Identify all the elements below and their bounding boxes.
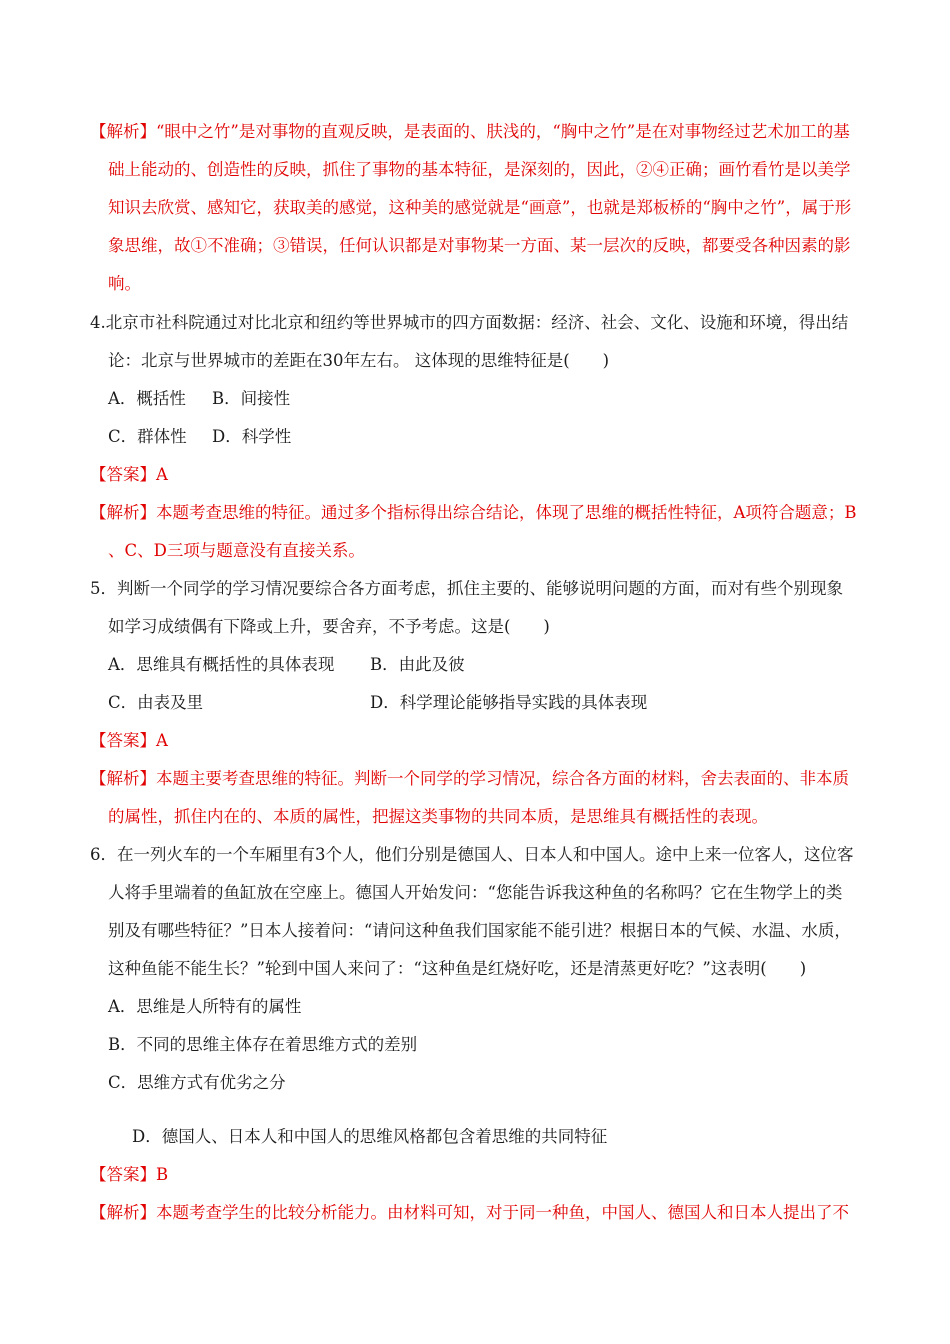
q5-answer — [90, 730, 168, 752]
q4-stem-line-1: 4.北京市社科院通过对比北京和纽约等世界城市的四方面数据：经济、社会、文化、设施和环境，得出结 — [90, 313, 849, 332]
analysis-text: 本题主要考查思维的特征。判断一个同学的学习情况，综合各方面的材料，舍去表面的、非本质 — [156, 769, 849, 788]
q4-answer — [90, 464, 168, 486]
q5-option-c: C．由表及里 — [108, 693, 204, 712]
q5-stem-line-1: 5．判断一个同学的学习情况要综合各方面考虑，抓住主要的、能够说明问题的方面，而对有些个别现象 — [90, 579, 843, 598]
q4-analysis-line-1 — [90, 502, 857, 524]
answer-tag: 【答案】 — [90, 1165, 156, 1184]
q3-analysis-line-4: 象思维，故①不准确；③错误，任何认识都是对事物某一方面、某一层次的反映，都要受各种因素的影 — [108, 236, 851, 255]
answer-value: A — [156, 465, 168, 484]
q5-option-a: A．思维具有概括性的具体表现 — [108, 655, 335, 674]
q3-analysis-line-2: 础上能动的、创造性的反映，抓住了事物的基本特征，是深刻的，因此，②④正确；画竹看竹是以美学 — [108, 160, 851, 179]
q6-option-b: B．不同的思维主体存在着思维方式的差别 — [108, 1035, 418, 1054]
q5-analysis-line-2: 的属性，抓住内在的、本质的属性，把握这类事物的共同本质，是思维具有概括性的表现。 — [108, 807, 768, 826]
analysis-tag: 【解析】 — [90, 503, 156, 522]
q5-option-d: D．科学理论能够指导实践的具体表现 — [370, 693, 648, 712]
q6-stem-line-1: 6．在一列火车的一个车厢里有3个人，他们分别是德国人、日本人和中国人。途中上来一位客人，这位客 — [90, 845, 854, 864]
analysis-text: “眼中之竹”是对事物的直观反映，是表面的、肤浅的，“胸中之竹”是在对事物经过艺术加工的基 — [156, 122, 850, 141]
q6-stem-line-3: 别及有哪些特征？”日本人接着问：“请问这种鱼我们国家能不能引进？根据日本的气候、水温、水质， — [108, 921, 851, 940]
analysis-text: 本题考查思维的特征。通过多个指标得出综合结论，体现了思维的概括性特征，A项符合题意；B — [156, 503, 857, 522]
q4-option-c: C．群体性 — [108, 427, 187, 446]
q5-option-b: B．由此及彼 — [370, 655, 465, 674]
q6-answer — [90, 1164, 168, 1186]
q5-analysis-line-1 — [90, 768, 849, 790]
analysis-tag: 【解析】 — [90, 122, 156, 141]
q6-stem-line-2: 人将手里端着的鱼缸放在空座上。德国人开始发问：“您能告诉我这种鱼的名称吗？它在生物学上的类 — [108, 883, 843, 902]
analysis-text: 本题考查学生的比较分析能力。由材料可知，对于同一种鱼，中国人、德国人和日本人提出了不 — [156, 1203, 849, 1222]
q4-option-b: B．间接性 — [212, 389, 291, 408]
answer-value: B — [156, 1165, 169, 1184]
answer-tag: 【答案】 — [90, 465, 156, 484]
analysis-tag: 【解析】 — [90, 1203, 156, 1222]
q4-stem-line-2: 论：北京与世界城市的差距在30年左右。 这体现的思维特征是( ) — [108, 351, 610, 370]
q4-option-a: A．概括性 — [108, 389, 186, 408]
q4-option-d: D．科学性 — [212, 427, 292, 446]
answer-value: A — [156, 731, 168, 750]
q6-analysis-line-1 — [90, 1202, 849, 1224]
q3-analysis-line-1 — [90, 121, 850, 143]
q6-option-c: C．思维方式有优劣之分 — [108, 1073, 286, 1092]
q6-option-a: A．思维是人所特有的属性 — [108, 997, 302, 1016]
q3-analysis-line-5: 响。 — [108, 274, 141, 293]
q5-stem-line-2: 如学习成绩偶有下降或上升，要舍弃，不予考虑。这是( ) — [108, 617, 550, 636]
analysis-tag: 【解析】 — [90, 769, 156, 788]
q4-analysis-line-2: 、C、D三项与题意没有直接关系。 — [108, 541, 365, 560]
answer-tag: 【答案】 — [90, 731, 156, 750]
q6-option-d: D．德国人、日本人和中国人的思维风格都包含着思维的共同特征 — [132, 1127, 608, 1146]
q3-analysis-line-3: 知识去欣赏、感知它，获取美的感觉，这种美的感觉就是“画意”，也就是郑板桥的“胸中之竹”，属于形 — [108, 198, 852, 217]
q6-stem-line-4: 这种鱼能不能生长？”轮到中国人来问了：“这种鱼是红烧好吃，还是清蒸更好吃？”这表明( ) — [108, 959, 807, 978]
